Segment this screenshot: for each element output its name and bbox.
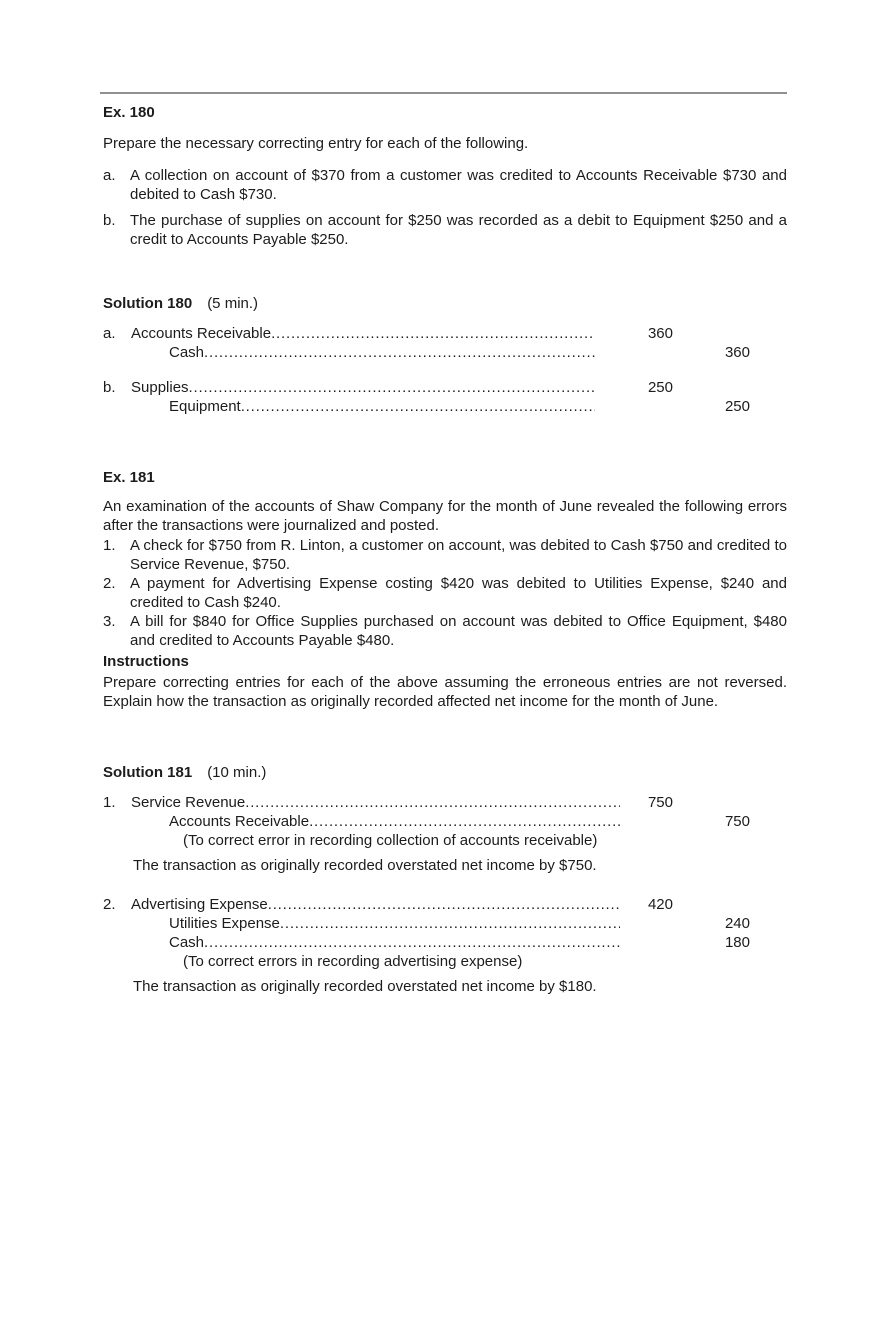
journal-row-credit <box>103 914 787 933</box>
top-divider-rule <box>100 92 787 94</box>
list-item <box>103 612 787 650</box>
account-name: Service Revenue <box>131 794 246 811</box>
dot-leader <box>268 895 620 914</box>
list-item-marker: b. <box>103 212 116 229</box>
journal-row-credit <box>103 933 787 952</box>
account-name: Cash <box>169 344 205 361</box>
list-item <box>103 211 787 249</box>
list-item <box>103 574 787 612</box>
ex181-intro: An examination of the accounts of Shaw Company for the month of June revealed the following errors after the transactions were journalized and posted. <box>103 498 787 534</box>
entry-marker: b. <box>103 379 116 396</box>
list-item-marker: 3. <box>103 613 116 630</box>
list-item-marker: a. <box>103 167 116 184</box>
sol180-time: (5 min.) <box>207 295 259 312</box>
journal-row-credit <box>103 343 787 362</box>
dot-leader <box>271 324 595 343</box>
dot-leader <box>204 343 595 362</box>
journal-entry <box>103 793 787 875</box>
entry-marker: 2. <box>103 896 116 913</box>
journal-entry <box>103 378 787 416</box>
credit-amount: 250 <box>724 398 750 415</box>
list-item <box>103 166 787 204</box>
journal-row-debit <box>103 324 787 343</box>
entry-memo: (To correct errors in recording advertising expense) <box>183 953 523 970</box>
dot-leader <box>280 914 620 933</box>
credit-amount: 180 <box>724 934 750 951</box>
account-name: Cash <box>169 934 205 951</box>
debit-amount: 360 <box>647 325 673 342</box>
journal-row-credit <box>103 397 787 416</box>
journal-row-debit <box>103 895 787 914</box>
dot-leader <box>241 397 595 416</box>
section-exercise-181 <box>103 468 787 711</box>
ex180-title: Ex. 180 <box>103 104 155 121</box>
ex181-item-list <box>103 536 787 650</box>
list-item-text: A check for $750 from R. Linton, a customer on account, was debited to Cash $750 and credited to Service Revenue, $750. <box>130 537 787 573</box>
list-item-text: A bill for $840 for Office Supplies purchased on account was debited to Office Equipment, $480 and credited to Accounts Payable $480. <box>130 613 787 649</box>
section-solution-180 <box>103 294 787 416</box>
credit-amount: 750 <box>724 813 750 830</box>
list-item-marker: 2. <box>103 575 116 592</box>
list-item-marker: 1. <box>103 537 116 554</box>
account-name: Accounts Receivable <box>169 813 310 830</box>
entry-marker: a. <box>103 325 116 342</box>
document-page <box>103 92 787 996</box>
list-item <box>103 536 787 574</box>
debit-amount: 750 <box>647 794 673 811</box>
account-name: Utilities Expense <box>169 915 280 932</box>
list-item-text: A payment for Advertising Expense costing $420 was debited to Utilities Expense, $240 and credited to Cash $240. <box>130 575 787 611</box>
account-name: Accounts Receivable <box>131 325 272 342</box>
account-name: Supplies <box>131 379 189 396</box>
debit-amount: 420 <box>647 896 673 913</box>
dot-leader <box>245 793 620 812</box>
sol180-title-text: Solution 180 <box>103 295 193 312</box>
journal-row-debit <box>103 793 787 812</box>
credit-amount: 240 <box>724 915 750 932</box>
journal-row-credit <box>103 812 787 831</box>
entry-note: The transaction as originally recorded overstated net income by $180. <box>133 978 597 995</box>
list-item-text: A collection on account of $370 from a customer was credited to Accounts Receivable $730 and debited to Cash $730. <box>130 167 787 203</box>
instructions-text: Prepare correcting entries for each of the above assuming the erroneous entries are not reversed. Explain how the transaction as originally recorded affected net income for the month of June. <box>103 674 787 710</box>
dot-leader <box>204 933 620 952</box>
account-name: Equipment <box>169 398 241 415</box>
entry-note: The transaction as originally recorded overstated net income by $750. <box>133 857 597 874</box>
instructions-title: Instructions <box>103 653 189 670</box>
ex181-title: Ex. 181 <box>103 469 155 486</box>
sol181-time: (10 min.) <box>207 764 267 781</box>
sol180-title <box>103 294 787 313</box>
credit-amount: 360 <box>724 344 750 361</box>
debit-amount: 250 <box>647 379 673 396</box>
dot-leader <box>309 812 620 831</box>
list-item-text: The purchase of supplies on account for $250 was recorded as a debit to Equipment $250 and a credit to Accounts Payable $250. <box>130 212 787 248</box>
entry-marker: 1. <box>103 794 116 811</box>
ex180-intro: Prepare the necessary correcting entry for each of the following. <box>103 135 529 152</box>
sol181-title-text: Solution 181 <box>103 764 193 781</box>
dot-leader <box>189 378 595 397</box>
journal-row-debit <box>103 378 787 397</box>
section-exercise-180 <box>103 103 787 249</box>
journal-entry <box>103 324 787 362</box>
journal-entry <box>103 895 787 996</box>
account-name: Advertising Expense <box>131 896 268 913</box>
section-solution-181 <box>103 763 787 996</box>
sol181-title <box>103 763 787 782</box>
entry-memo: (To correct error in recording collection of accounts receivable) <box>183 832 598 849</box>
ex180-item-list <box>103 166 787 249</box>
